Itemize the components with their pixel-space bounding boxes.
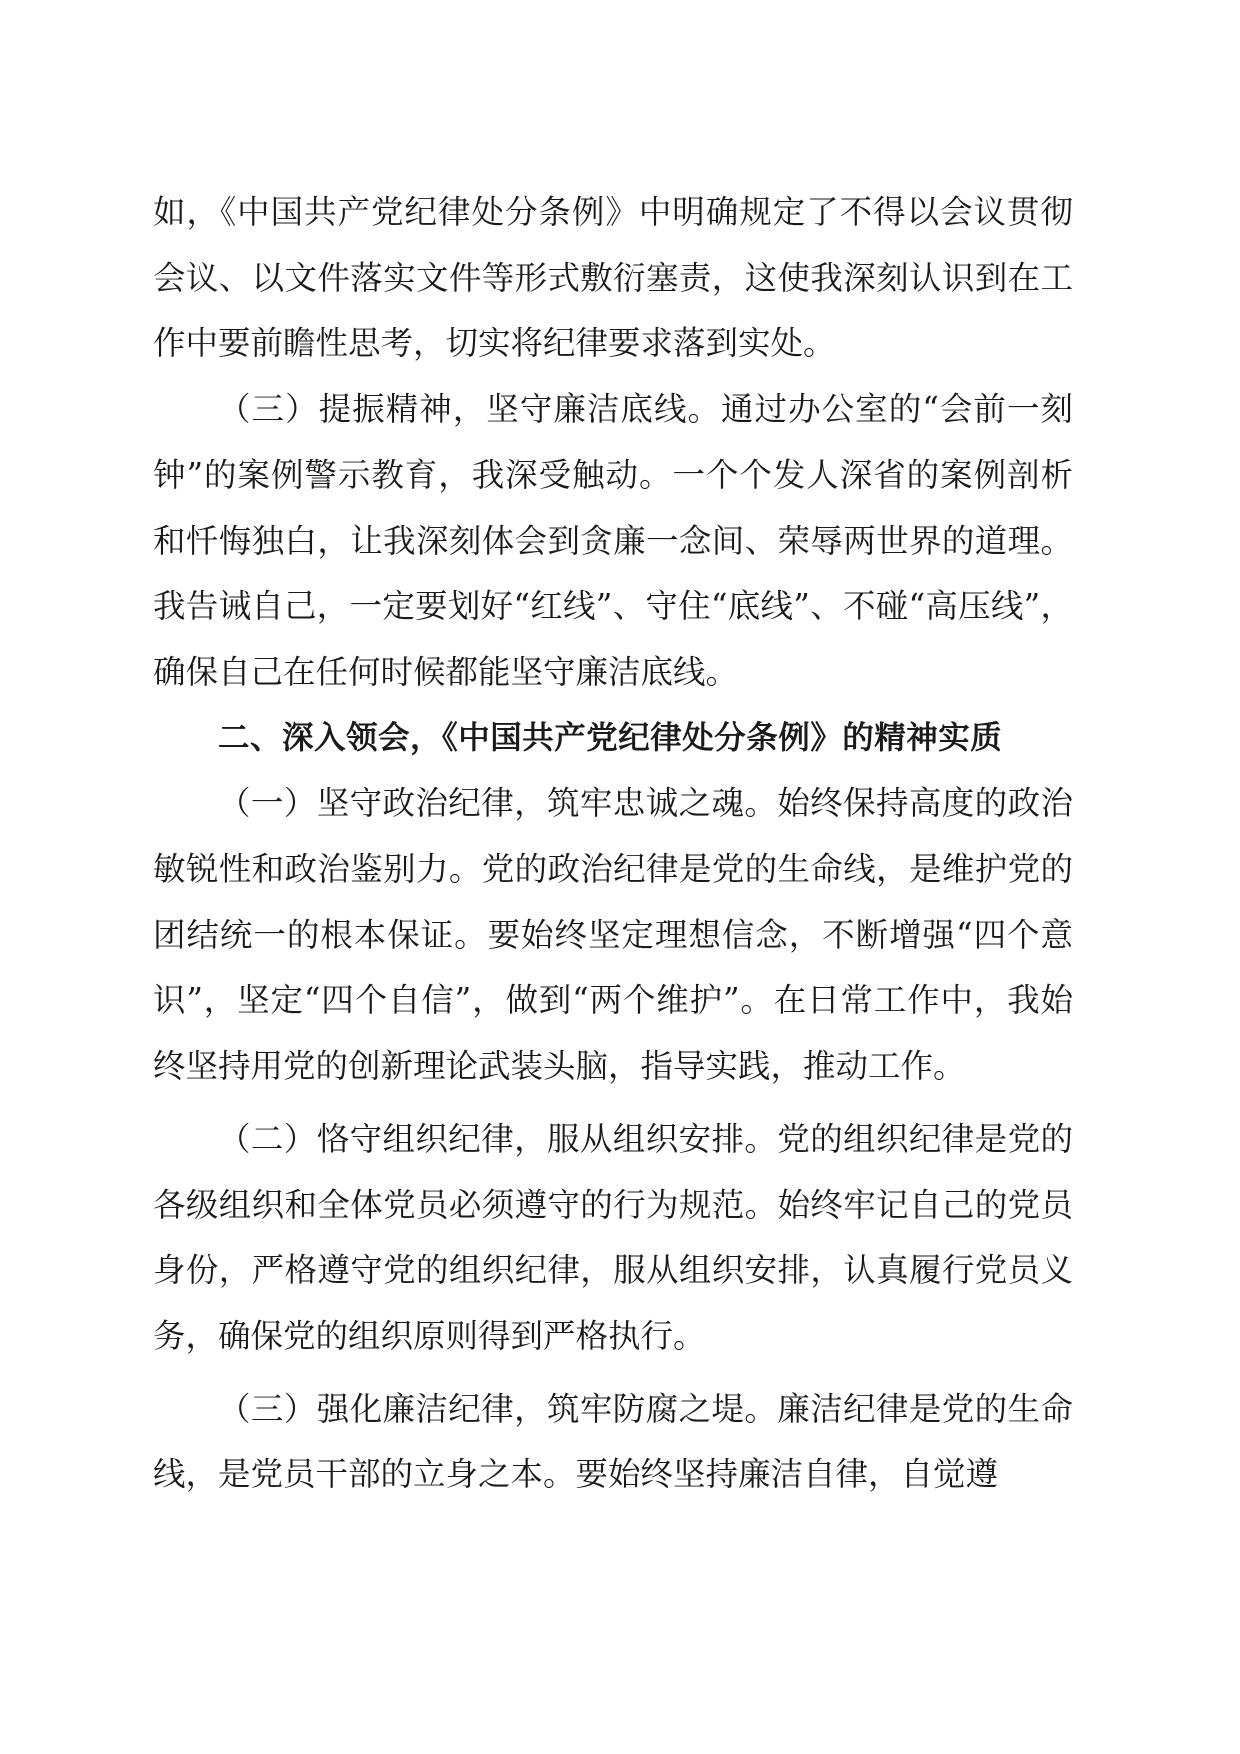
document-body <box>153 180 1073 1508</box>
paragraph-political-discipline: （一）坚守政治纪律，筑牢忠诚之魂。始终保持高度的政治敏锐性和政治鉴别力。党的政治纪律是党的生命线，是维护党的团结统一的根本保证。要始终坚定理想信念，不断增强“四个意识”，坚定“四个自信”，做到“两个维护”。在日常工作中，我始终坚持用党的创新理论武装头脑，指导实践，推动工作。 <box>153 784 1073 1086</box>
paragraph-integrity-spirit: （三）提振精神，坚守廉洁底线。通过办公室的“会前一刻钟”的案例警示教育，我深受触动。一个个发人深省的案例剖析和忏悔独白，让我深刻体会到贪廉一念间、荣辱两世界的道理。我告诫自己，一定要划好“红线”、守住“底线”、不碰“高压线”，确保自己在任何时候都能坚守廉洁底线。 <box>153 390 1073 691</box>
paragraph-organizational-discipline: （二）恪守组织纪律，服从组织安排。党的组织纪律是党的各级组织和全体党员必须遵守的行为规范。始终牢记自己的党员身份，严格遵守党的组织纪律，服从组织安排，认真履行党员义务，确保党的组织原则得到严格执行。 <box>153 1119 1073 1355</box>
paragraph-continuation: 如，《中国共产党纪律处分条例》中明确规定了不得以会议贯彻会议、以文件落实文件等形式敷衍塞责，这使我深刻认识到在工作中要前瞻性思考，切实将纪律要求落到实处。 <box>153 193 1073 363</box>
paragraph-integrity-discipline: （三）强化廉洁纪律，筑牢防腐之堤。廉洁纪律是党的生命线，是党员干部的立身之本。要始终坚持廉洁自律，自觉遵 <box>153 1389 1073 1494</box>
section-heading-two: 二、深入领会，《中国共产党纪律处分条例》的精神实质 <box>218 719 1003 756</box>
